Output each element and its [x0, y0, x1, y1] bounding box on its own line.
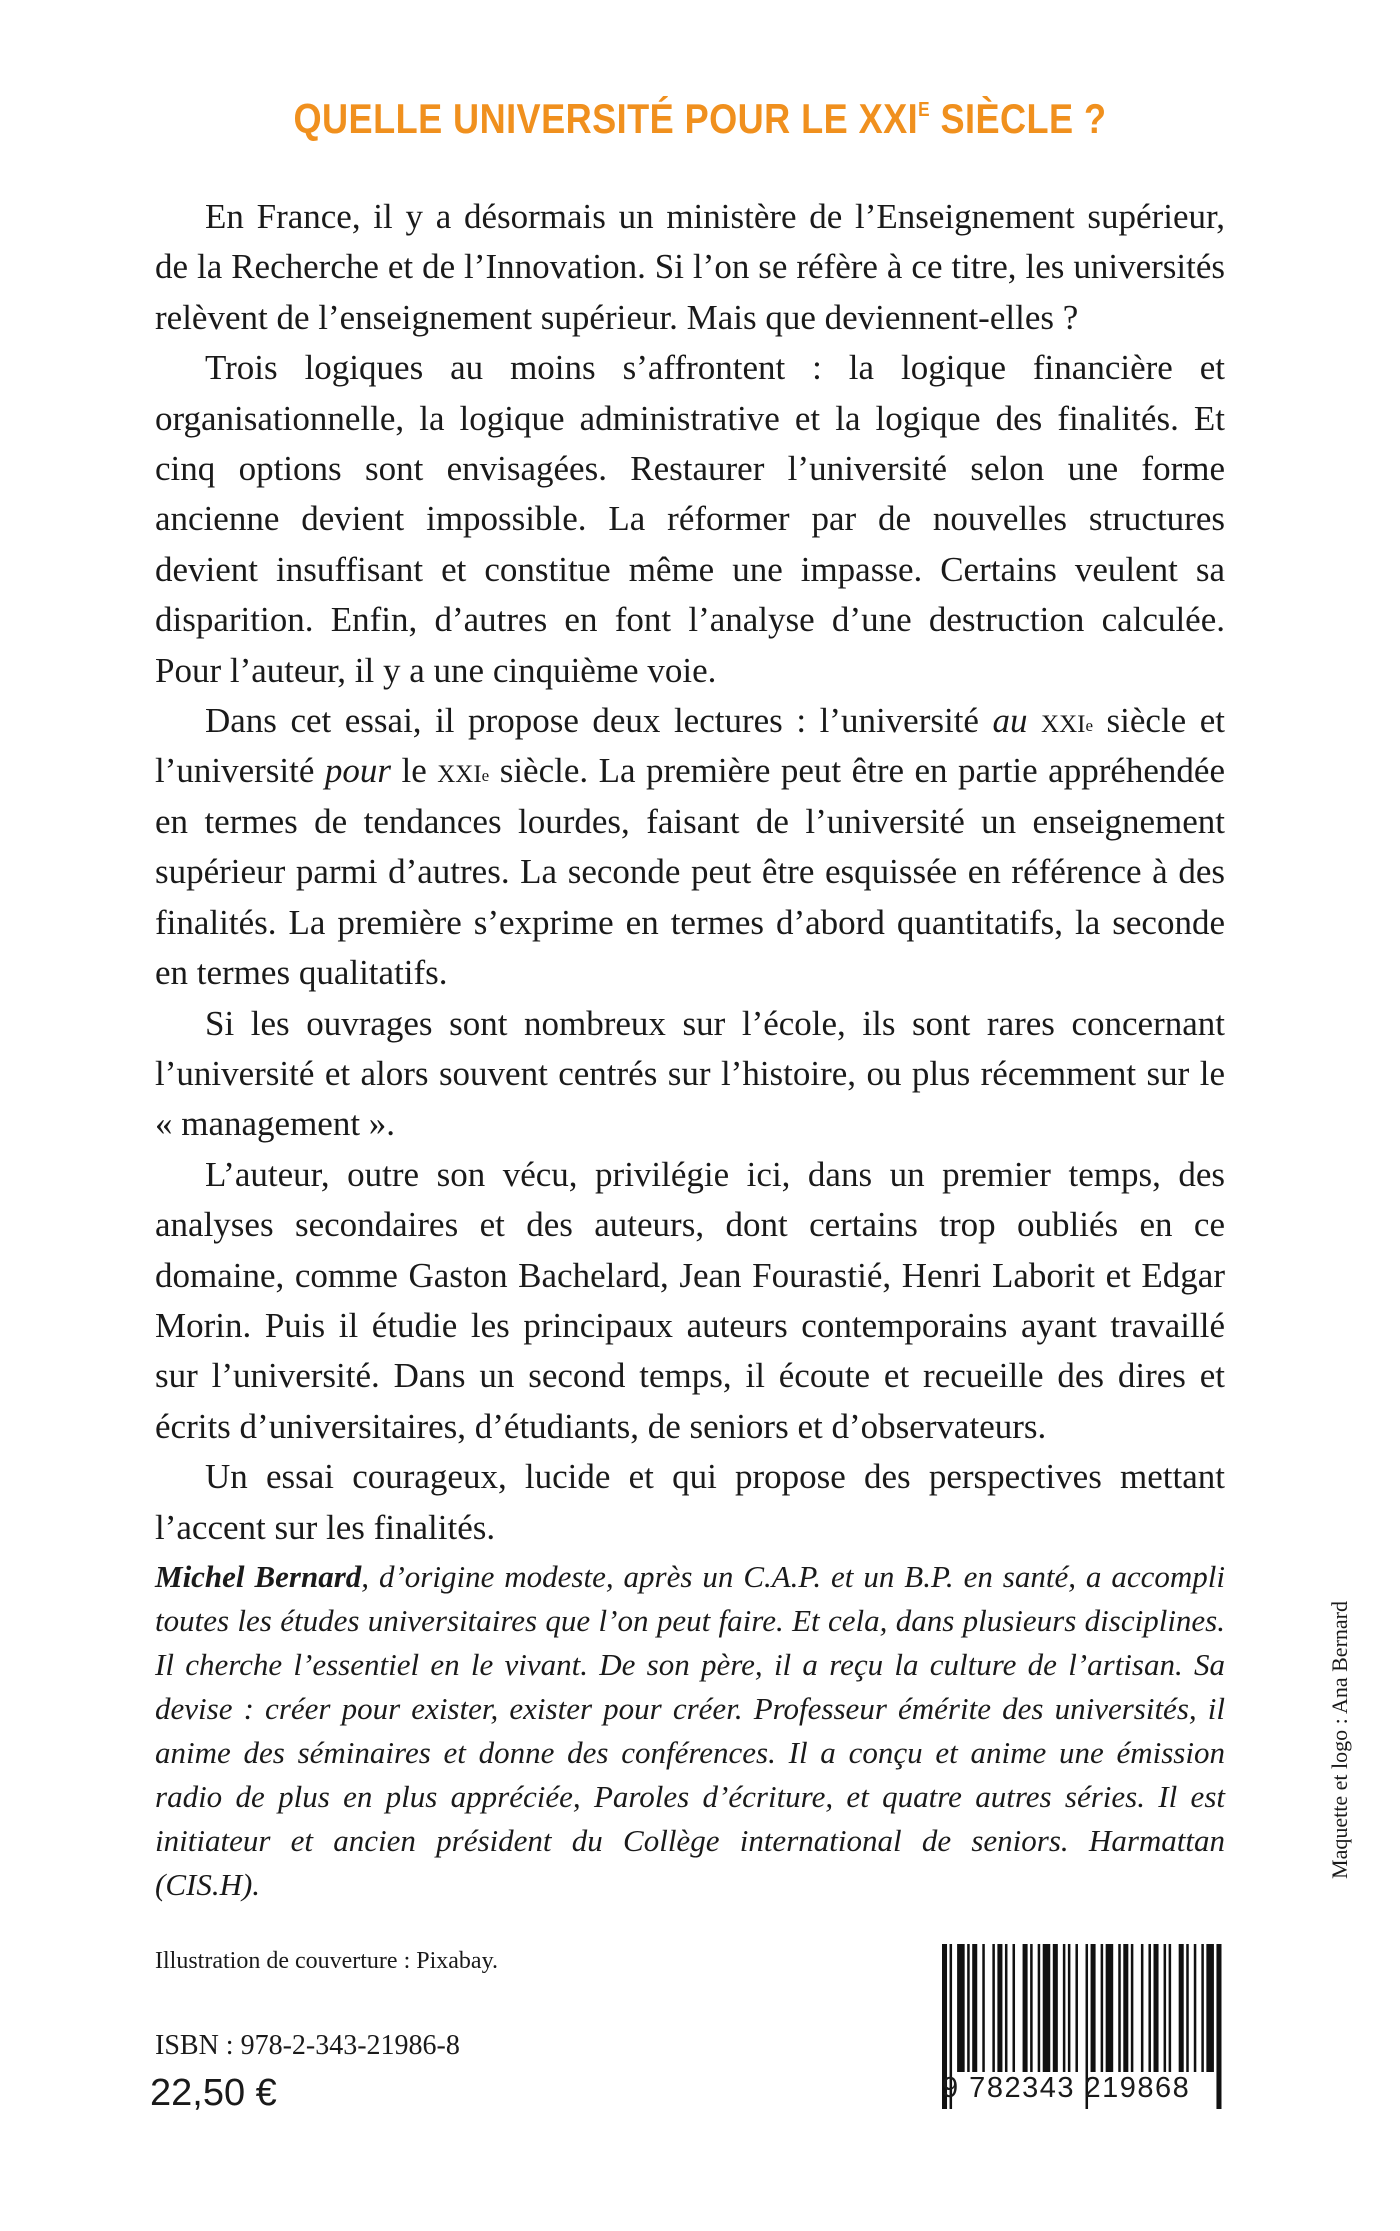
isbn-text: ISBN : 978-2-343-21986-8 [155, 2030, 460, 2061]
barcode-bar [1201, 1944, 1204, 2072]
barcode-bar [1101, 1944, 1104, 2072]
author-bio-text: , d’origine modeste, après un C.A.P. et un B.P. en santé, a accompli toutes les études universitaires que l’on peut faire. Et cela, dans plusieurs disciplines. Il cherche l’essentiel en le vivant. De son père, il a reçu la culture de l’artisan. Sa devise : créer pour exister, exister pour créer. Professeur émérite des universités, il anime des séminaires et donne des conférences. Il a conçu et anime une émission radio de plus en plus appréciée, Paroles d’écriture, et quatre autres séries. Il est initiateur et ancien président du Collège international de seniors. Harmattan (CIS.H). [155, 1559, 1225, 1902]
barcode-bar [1131, 1944, 1134, 2072]
barcode-bar [1141, 1944, 1144, 2072]
barcode-bar [1005, 1944, 1008, 2072]
author-name: Michel Bernard [155, 1559, 362, 1594]
barcode-bar [1030, 1944, 1033, 2072]
blurb-paragraph-3 [155, 696, 1225, 998]
barcode-bar [1023, 1944, 1028, 2072]
p3-text-b: siècle et l’université [155, 701, 1225, 791]
barcode-bar [1075, 1944, 1078, 2072]
barcode-bar [1206, 1944, 1214, 2072]
blurb-paragraph-6: Un essai courageux, lucide et qui propose des perspectives mettant l’accent sur les finalités. [155, 1457, 1225, 1547]
barcode-bar [1123, 1944, 1128, 2072]
blurb-paragraph-2: Trois logiques au moins s’affrontent : la logique financière et organisationnelle, la logique administrative et la logique des finalités. Et cinq options sont envisagées. Restaurer l’université selon une forme ancienne devient impossible. La réformer par de nouvelles structures devient insuffisant et constitue même une impasse. Certains veulent sa disparition. Enfin, d’autres en font l’analyse d’une destruction calculée. Pour l’auteur, il y a une cinquième voie. [155, 348, 1225, 690]
illustration-credit: Illustration de couverture : Pixabay. [155, 1948, 499, 1974]
back-cover-title [98, 95, 1302, 143]
blurb-paragraph-1: En France, il y a désormais un ministère de l’Enseignement supérieur, de la Recherche et de l’Innovation. Si l’on se réfère à ce titre, les universités relèvent de l’enseignement supérieur. Mais que deviennent-elles ? [155, 197, 1225, 337]
barcode-bar [1068, 1944, 1071, 2072]
blurb-paragraph-4: Si les ouvrages sont nombreux sur l’école, ils sont rares concernant l’université et alors souvent centrés sur l’histoire, ou plus récemment sur le « management ». [155, 1003, 1225, 1144]
barcode-bar [1063, 1944, 1066, 2072]
barcode-bar [1053, 1944, 1058, 2072]
title-text: QUELLE UNIVERSITÉ POUR LE XXI [293, 95, 919, 142]
title-text-end: SIÈCLE ? [930, 95, 1107, 142]
p3-text-c: le [391, 751, 438, 791]
title-superscript: E [918, 99, 931, 121]
barcode-bar [997, 1944, 1002, 2072]
author-bio [155, 1555, 1225, 1907]
barcode-bar [1164, 1944, 1167, 2072]
barcode-digits: 9 782343 219868 [942, 2072, 1191, 2104]
barcode-bar [1179, 1944, 1184, 2072]
barcode-bar [967, 1944, 970, 2072]
barcode-bar [1169, 1944, 1172, 2072]
price-text: 22,50 € [150, 2072, 277, 2114]
p3-emphasis-au: au [992, 701, 1028, 741]
barcode-bar [1194, 1944, 1197, 2072]
barcode-bar [1043, 1944, 1051, 2072]
barcode-bar [1148, 1944, 1151, 2072]
p3-emphasis-pour: pour [324, 751, 392, 791]
barcode-bar [982, 1944, 985, 2072]
layout-credit: Maquette et logo : Ana Bernard [1327, 1601, 1352, 1879]
barcode-bar [1013, 1944, 1016, 2072]
barcode-bar [1038, 1944, 1041, 2072]
blurb-body [155, 192, 1225, 1553]
barcode-bar [1186, 1944, 1189, 2072]
p3-century-2: xxi [437, 751, 482, 791]
barcode-bar [1091, 1944, 1096, 2072]
p3-century-sup-2: e [481, 766, 490, 786]
barcode-bar [1106, 1944, 1114, 2072]
p3-century-1: xxi [1041, 701, 1086, 741]
p3-text-d: siècle. La première peut être en partie appréhendée en termes de tendances lourdes, faisant de l’université un enseignement supérieur parmi d’autres. La seconde peut être esquissée en référence à des finalités. La première s’exprime en termes d’abord quantitatifs, la seconde en termes qualitatifs. [155, 751, 1225, 993]
barcode-bar [972, 1944, 977, 2072]
p3-text-a: Dans cet essai, il propose deux lectures : l’université [205, 701, 993, 741]
p3-century-sup-1: e [1085, 716, 1094, 736]
barcode-bar [1118, 1944, 1121, 2072]
barcode-bar [992, 1944, 995, 2072]
blurb-paragraph-5: L’auteur, outre son vécu, privilégie ici, dans un premier temps, des analyses secondaires et des auteurs, dont certains trop oubliés en ce domaine, comme Gaston Bachelard, Jean Fourastié, Henri Laborit et Edgar Morin. Puis il étudie les principaux auteurs contemporains ayant travaillé sur l’université. Dans un second temps, il écoute et recueille des dires et écrits d’universitaires, d’étudiants, de seniors et d’observateurs. [155, 1154, 1225, 1446]
barcode-bar [957, 1944, 965, 2072]
barcode-bar [1154, 1944, 1159, 2072]
